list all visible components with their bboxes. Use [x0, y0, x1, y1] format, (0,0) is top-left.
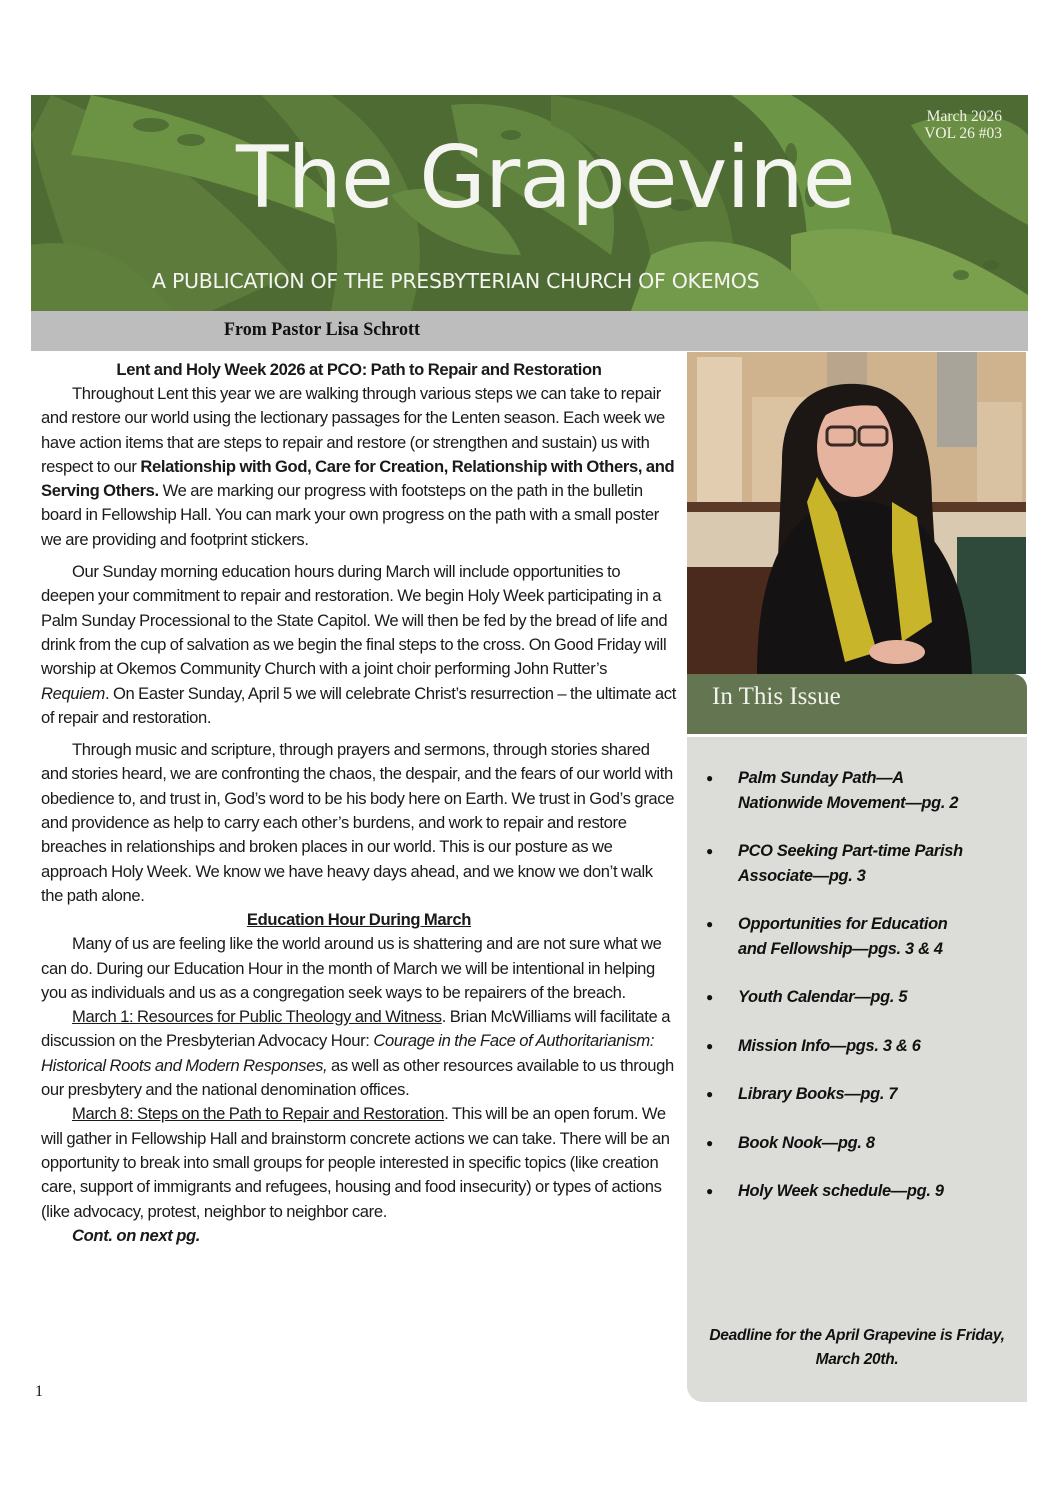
toc-item — [687, 1179, 978, 1204]
toc-header — [687, 674, 1027, 734]
toc-item-label: Library Books—pg. 7 — [738, 1085, 898, 1103]
text-run: Throughout Lent this year we are walking through various steps we can take to repair and restore our world using the lectionary passages for the Lenten season. Each week we have action items that are steps to repair and restore (or strengthen and sustain) us with respect to our — [41, 384, 665, 476]
text-run: as well as other resources available to us through our presbytery and the national denomination offices. — [41, 1055, 674, 1100]
toc-item-label: PCO Seeking Part-time Parish Associate—pg. 3 — [738, 842, 963, 885]
bullet-icon: ● — [706, 1184, 713, 1198]
article-paragraph — [41, 1005, 677, 1102]
article-headline: Lent and Holy Week 2026 at PCO: Path to Repair and Restoration — [116, 360, 602, 379]
portrait-illustration — [687, 352, 1026, 674]
page-number: 1 — [35, 1383, 43, 1400]
toc-item — [687, 1034, 978, 1059]
toc-item-label: Mission Info—pgs. 3 & 6 — [738, 1036, 921, 1055]
toc-item — [687, 839, 978, 888]
toc-item-label: Youth Calendar—pg. 5 — [738, 988, 908, 1006]
toc-panel — [687, 737, 1027, 1402]
bullet-icon: ● — [706, 771, 713, 785]
italic-text-run: Requiem — [41, 683, 105, 703]
section-heading: Education Hour During March — [246, 910, 472, 930]
toc-item-label: Opportunities for Education and Fellowship—pgs. 3 & 4 — [738, 915, 948, 958]
deadline-notice: Deadline for the April Grapevine is Friday, March 20th. — [709, 1327, 1005, 1368]
article-paragraph: Through music and scripture, through prayers and sermons, through stories shared and stories heard, we are confronting the chaos, the despair, and the fears of our world with obedience to, and trust in, God’s word to be his body here on Earth. We trust in God’s grace and providence as help to carry each other’s burdens, and work to repair and restore breaches in relationships and broken places in our world. This is our posture as we approach Holy Week. We know we have heavy days ahead, and we know we don’t walk the path alone. — [41, 740, 675, 905]
article-paragraph: Many of us are feeling like the world around us is shattering and are not sure what we can do. During our Education Hour in the month of March we will be intentional in helping you as individuals and us as a congregation seek ways to be repairers of the breach. — [41, 934, 662, 1002]
bullet-icon: ● — [706, 990, 713, 1004]
bullet-icon: ● — [706, 844, 713, 858]
text-run: Our Sunday morning education hours during March will include opportunities to deepen your commitment to repair and restoration. We begin Holy Week participating in a Palm Sunday Processional to the State Capitol. We will then be fed by the bread of life and drink from the cup of salvation as we begin the final steps to the cross. On Good Friday will worship at Okemos Community Church with a joint choir performing John Rutter’s — [41, 562, 668, 679]
toc-item — [687, 912, 978, 961]
continued-note: Cont. on next pg. — [72, 1225, 201, 1245]
text-run: . This will be an open forum. We will gather in Fellowship Hall and brainstorm concrete actions we can take. There will be an opportunity to break into small groups for people interested in specific topics (like creation care, support of immigrants and refugees, housing and food insecurity) or types of actions (like advocacy, protest, neighbor to neighbor care. — [41, 1104, 670, 1221]
toc-item — [687, 1082, 978, 1107]
toc-item — [687, 1131, 978, 1156]
text-run: We are marking our progress with footsteps on the path in the bulletin board in Fellowship Hall. You can mark your own progress on the path with a small poster we are providing and footprint stickers. — [41, 481, 659, 549]
article-paragraph — [41, 382, 677, 552]
bullet-icon: ● — [706, 1135, 713, 1150]
newsletter-subtitle: A PUBLICATION OF THE PRESBYTERIAN CHURCH OF OKEMOS — [152, 269, 760, 293]
toc-item — [687, 985, 978, 1010]
issue-date: March 2026 — [926, 108, 1002, 125]
bullet-icon: ● — [706, 917, 713, 931]
bullet-icon: ● — [706, 1087, 713, 1101]
toc-item-label: Palm Sunday Path—A Nationwide Movement—pg. 2 — [738, 769, 959, 812]
toc-list — [687, 766, 1027, 1228]
article-paragraph — [41, 1102, 677, 1223]
text-run: . On Easter Sunday, April 5 we will celebrate Christ’s resurrection – the ultimate act of repair and restoration. — [41, 683, 676, 727]
event-title-march-8: March 8: Steps on the Path to Repair and Restoration — [72, 1104, 445, 1124]
pastor-article — [41, 358, 677, 1248]
byline: From Pastor Lisa Schrott — [224, 319, 421, 340]
issue-info — [924, 108, 1002, 142]
newsletter-title: The Grapevine — [236, 128, 855, 228]
event-title-march-1: March 1: Resources for Public Theology and Witness — [72, 1007, 442, 1027]
toc-item-label: Holy Week schedule—pg. 9 — [738, 1182, 944, 1200]
text-run: . Brian McWilliams will facilitate a discussion on the Presbyterian Advocacy Hour: — [41, 1007, 671, 1051]
italic-text-run: Courage in the Face of Authoritarianism: Historical Roots and Modern Responses, — [41, 1031, 655, 1075]
article-paragraph — [41, 560, 677, 730]
masthead-banner — [31, 95, 1028, 311]
toc-item — [687, 766, 978, 815]
issue-volume: VOL 26 #03 — [924, 125, 1002, 142]
bold-text-run: Relationship with God, Care for Creation, Relationship with Others, and Serving Others. — [41, 456, 675, 501]
toc-title: In This Issue — [712, 683, 841, 710]
byline-bar — [31, 311, 1028, 351]
toc-item-label: Book Nook—pg. 8 — [738, 1133, 875, 1152]
pastor-photo — [687, 352, 1026, 674]
bullet-icon: ● — [706, 1038, 713, 1053]
